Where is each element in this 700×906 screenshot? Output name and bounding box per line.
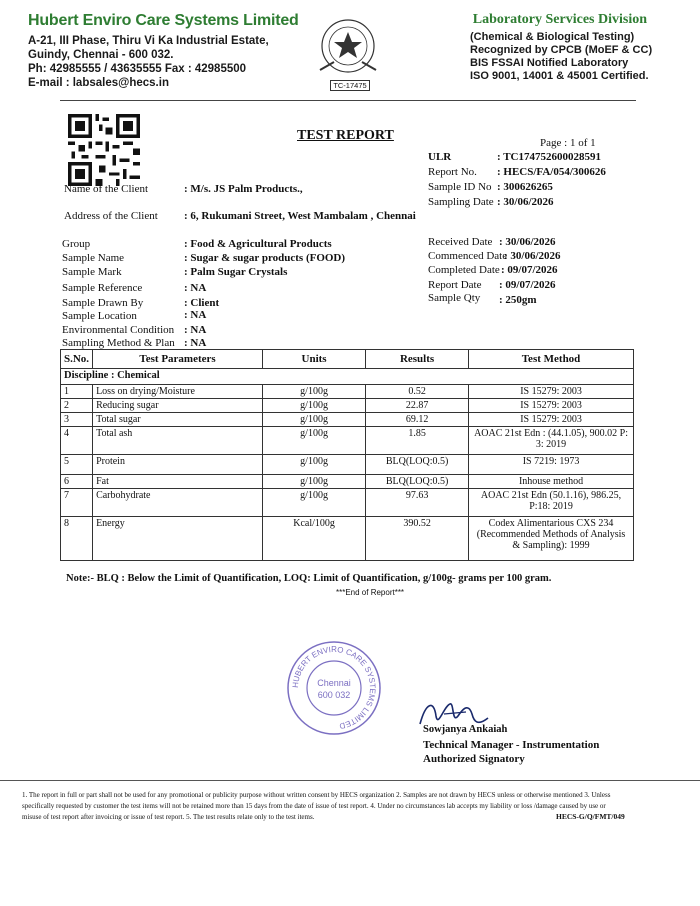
cell-param: Protein <box>93 455 263 475</box>
cell-unit: g/100g <box>263 385 366 399</box>
cell-param: Energy <box>93 517 263 561</box>
sample-qty-value: : 250gm <box>499 294 537 306</box>
report-date-value: : 09/07/2026 <box>499 279 556 291</box>
cell-unit: g/100g <box>263 399 366 413</box>
sample-id-label: Sample ID No <box>428 181 492 193</box>
client-name-value: : M/s. JS Palm Products., <box>184 183 303 195</box>
cell-param: Reducing sugar <box>93 399 263 413</box>
division-title: Laboratory Services Division <box>472 12 647 27</box>
ulr-value: : TC174752600028591 <box>497 151 601 163</box>
cell-sno: 3 <box>61 413 93 427</box>
client-name-label: Name of the Client <box>64 183 149 195</box>
page-number: Page : 1 of 1 <box>540 137 596 149</box>
seal-ring-text: HUBERT ENVIRO CARE SYSTEMS LIMITED <box>290 644 378 731</box>
note-text: Note:- BLQ : Below the Limit of Quantification, LOQ: Limit of Quantification, g/100g- grams per 100 gram. <box>66 573 552 584</box>
discipline-row: Discipline : Chemical <box>61 369 634 385</box>
cell-result: 69.12 <box>366 413 469 427</box>
division-line2: Recognized by CPCB (MoEF & CC) <box>470 44 653 56</box>
table-row <box>61 517 634 561</box>
cell-result: 390.52 <box>366 517 469 561</box>
sample-reference-value: : NA <box>184 282 207 294</box>
company-email: E-mail : labsales@hecs.in <box>28 77 169 89</box>
env-condition-label: Environmental Condition <box>62 324 175 336</box>
cell-method: AOAC 21st Edn : (44.1.05), 900.02 P: 3: 2019 <box>469 427 634 455</box>
results-table <box>60 349 634 561</box>
cell-method: IS 15279: 2003 <box>469 413 634 427</box>
cell-method: Inhouse method <box>469 475 634 489</box>
company-seal-icon <box>286 640 382 736</box>
completed-date-value: : 09/07/2026 <box>501 264 558 276</box>
signatory-role: Technical Manager - Instrumentation <box>423 739 600 751</box>
qr-code-icon <box>68 114 140 186</box>
header-divider <box>60 100 636 101</box>
env-condition-value: : NA <box>184 324 207 336</box>
report-title: TEST REPORT <box>297 128 394 143</box>
completed-date-label: Completed Date <box>428 264 500 276</box>
sample-name-label: Sample Name <box>62 252 125 264</box>
table-row <box>61 427 634 455</box>
footer-terms: 1. The report in full or part shall not be used for any promotional or publicity purpose without written consent by HECS organization 2. Samples are not drawn by HECS unless or otherwise mentioned 3. Unless specifically requested by customer the test items will not be retained more than 15 days from the date of issue of test report. 4. Under no circumstances lab accepts my liability or loss /damage caused by use or misuse of test report after invoicing or issue of test report. 5. The test results relate only to the test items. <box>22 791 611 821</box>
report-no-value: : HECS/FA/054/300626 <box>497 166 606 178</box>
end-of-report: ***End of Report*** <box>336 588 405 597</box>
sample-location-label: Sample Location <box>62 310 137 322</box>
cell-method: IS 15279: 2003 <box>469 399 634 413</box>
table-row <box>61 455 634 475</box>
col-header-sno: S.No. <box>61 350 93 369</box>
report-date-label: Report Date <box>428 279 482 291</box>
cell-sno: 6 <box>61 475 93 489</box>
sampling-date-value: : 30/06/2026 <box>497 196 554 208</box>
accreditation-code: TC-17475 <box>330 80 370 91</box>
division-line4: ISO 9001, 14001 & 45001 Certified. <box>470 70 649 82</box>
cell-unit: Kcal/100g <box>263 517 366 561</box>
col-header-method: Test Method <box>469 350 634 369</box>
table-row <box>61 399 634 413</box>
group-value: : Food & Agricultural Products <box>184 238 332 250</box>
cell-result: 1.85 <box>366 427 469 455</box>
cell-unit: g/100g <box>263 475 366 489</box>
seal-pin: 600 032 <box>317 690 351 700</box>
cell-unit: g/100g <box>263 455 366 475</box>
report-no-label: Report No. <box>428 166 477 178</box>
sample-qty-label: Sample Qty <box>428 292 481 304</box>
col-header-results: Results <box>366 350 469 369</box>
cell-sno: 2 <box>61 399 93 413</box>
cell-sno: 7 <box>61 489 93 517</box>
table-row <box>61 489 634 517</box>
cell-param: Total sugar <box>93 413 263 427</box>
sample-mark-value: : Palm Sugar Crystals <box>184 266 288 278</box>
table-row <box>61 413 634 427</box>
cell-unit: g/100g <box>263 413 366 427</box>
client-address-value: : 6, Rukumani Street, West Mambalam , Chennai <box>184 210 416 222</box>
cell-result: BLQ(LOQ:0.5) <box>366 455 469 475</box>
received-date-label: Received Date <box>428 236 493 248</box>
sampling-method-label: Sampling Method & Plan <box>62 337 175 349</box>
sample-id-value: : 300626265 <box>497 181 553 193</box>
cell-result: 97.63 <box>366 489 469 517</box>
commenced-date-value: : 30/06/2026 <box>504 250 561 262</box>
cell-sno: 5 <box>61 455 93 475</box>
table-row <box>61 475 634 489</box>
sample-drawn-label: Sample Drawn By <box>62 297 144 309</box>
company-address-line1: A-21, III Phase, Thiru Vi Ka Industrial Estate, <box>28 35 269 47</box>
received-date-value: : 30/06/2026 <box>499 236 556 248</box>
company-name: Hubert Enviro Care Systems Limited <box>28 12 299 29</box>
col-header-parameter: Test Parameters <box>93 350 263 369</box>
cell-param: Carbohydrate <box>93 489 263 517</box>
cell-result: 0.52 <box>366 385 469 399</box>
form-code: HECS-G/Q/FMT/049 <box>556 812 625 821</box>
cell-result: BLQ(LOQ:0.5) <box>366 475 469 489</box>
cell-sno: 8 <box>61 517 93 561</box>
sample-mark-label: Sample Mark <box>62 266 122 278</box>
cell-param: Total ash <box>93 427 263 455</box>
ulr-label: ULR <box>428 151 452 163</box>
nabl-logo-icon <box>312 18 384 78</box>
cell-method: Codex Alimentarious CXS 234 (Recommended Methods of Analysis & Sampling): 1999 <box>469 517 634 561</box>
sampling-date-label: Sampling Date <box>428 196 494 208</box>
col-header-units: Units <box>263 350 366 369</box>
client-address-label: Address of the Client <box>64 210 158 222</box>
signatory-title: Authorized Signatory <box>423 753 525 765</box>
commenced-date-label: Commenced Date <box>428 250 508 262</box>
cell-sno: 1 <box>61 385 93 399</box>
sample-name-value: : Sugar & sugar products (FOOD) <box>184 252 346 264</box>
group-label: Group <box>62 238 91 250</box>
company-phone: Ph: 42985555 / 43635555 Fax : 42985500 <box>28 63 247 75</box>
division-line3: BIS FSSAI Notified Laboratory <box>470 57 629 69</box>
signatory-name: Sowjanya Ankaiah <box>423 724 508 735</box>
cell-unit: g/100g <box>263 427 366 455</box>
cell-method: AOAC 21st Edn (50.1.16), 986.25, P:18: 2019 <box>469 489 634 517</box>
sampling-method-value: : NA <box>184 337 207 349</box>
footer-divider <box>0 780 700 781</box>
sample-location-value: : NA <box>184 309 207 321</box>
sample-reference-label: Sample Reference <box>62 282 143 294</box>
company-address-line2: Guindy, Chennai - 600 032. <box>28 49 174 61</box>
table-row <box>61 385 634 399</box>
cell-method: IS 15279: 2003 <box>469 385 634 399</box>
sample-drawn-value: : Client <box>184 297 220 309</box>
cell-sno: 4 <box>61 427 93 455</box>
division-line1: (Chemical & Biological Testing) <box>470 31 635 43</box>
cell-result: 22.87 <box>366 399 469 413</box>
cell-method: IS 7219: 1973 <box>469 455 634 475</box>
cell-unit: g/100g <box>263 489 366 517</box>
cell-param: Fat <box>93 475 263 489</box>
cell-param: Loss on drying/Moisture <box>93 385 263 399</box>
seal-city: Chennai <box>317 678 351 688</box>
